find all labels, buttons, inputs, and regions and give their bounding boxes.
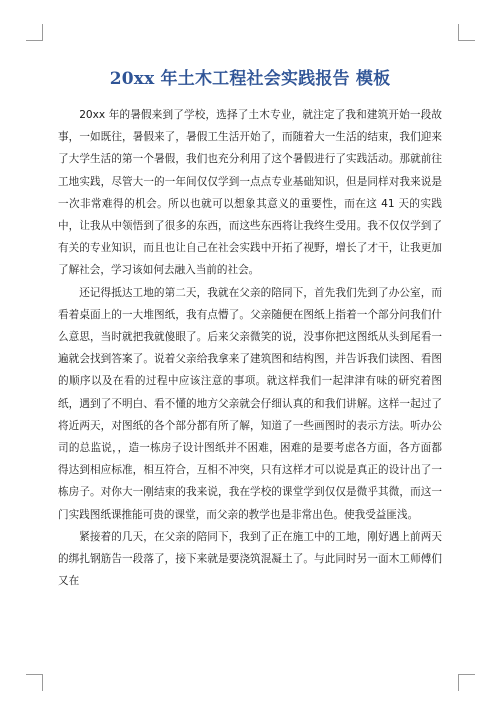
paragraph-1: 20xx 年的暑假来到了学校，选择了土木专业，就注定了我和建筑开始一段故事，一如既往，暑假来了，暑假工生活开始了，而随着大一生活的结束，我们迎来了大学生活的第一个暑假，我们也充分利用了这个暑假进行了实践活动。那就前往工地实践，尽管大一的一年间仅仅学到一点点专业基础知识，但是同样对我来说是一次非常难得的机会。所以也就可以想象其意义的重要性，而在这 41 天的实践中，让我从中领悟到了很多的东西，而这些东西将让我终生受用。我不仅仅学到了有关的专业知识，而且也让自己在社会实践中开拓了视野，增长了才干，让我更加了解社会，学习该如何去融入当前的社会。 [58, 109, 442, 277]
crop-mark-bottom-left [26, 674, 43, 691]
paragraph-3: 紧接着的几天，在父亲的陪同下，我到了正在施工中的工地，刚好遇上前两天的绑扎钢筋告一段落了，接下来就是要浇筑混凝土了。与此同时另一面木工师傅们又在 [58, 530, 442, 588]
crop-mark-top-left [26, 24, 43, 41]
crop-mark-top-right [458, 24, 475, 41]
crop-mark-bottom-right [458, 674, 475, 691]
paragraph-2: 还记得抵达工地的第二天，我就在父亲的陪同下，首先我们先到了办公室，而看着桌面上的一大堆图纸，我有点懵了。父亲随便在图纸上指着一个部分问我们什么意思，当时就把我就傻眼了。后来父亲微笑的说，没事你把这图纸从头到尾看一遍就会找到答案了。说着父亲给我拿来了建筑图和结构图，并告诉我们读图、看图的顺序以及在看的过程中应该注意的事项。就这样我们一起津津有味的研究着图纸，遇到了不明白、看不懂的地方父亲就会仔细认真的和我们讲解。这样一起过了将近两天，对图纸的各个部分都有所了解，知道了一些画图时的表示方法。听办公司的总监说，，造一栋房子设计图纸并不困难，困难的是要考虑各方面，各方面都得达到相应标准，相互符合，互相不冲突，只有这样才可以说是真正的设计出了一栋房子。对你大一刚结束的我来说，我在学校的课堂学到仅仅是微乎其微，而这一门实践图纸课推能可贵的课堂，而父亲的教学也是非常出色。使我受益匪浅。 [58, 286, 442, 521]
document-title: 20xx 年土木工程社会实践报告 模板 [109, 69, 391, 89]
document-body [58, 104, 442, 592]
